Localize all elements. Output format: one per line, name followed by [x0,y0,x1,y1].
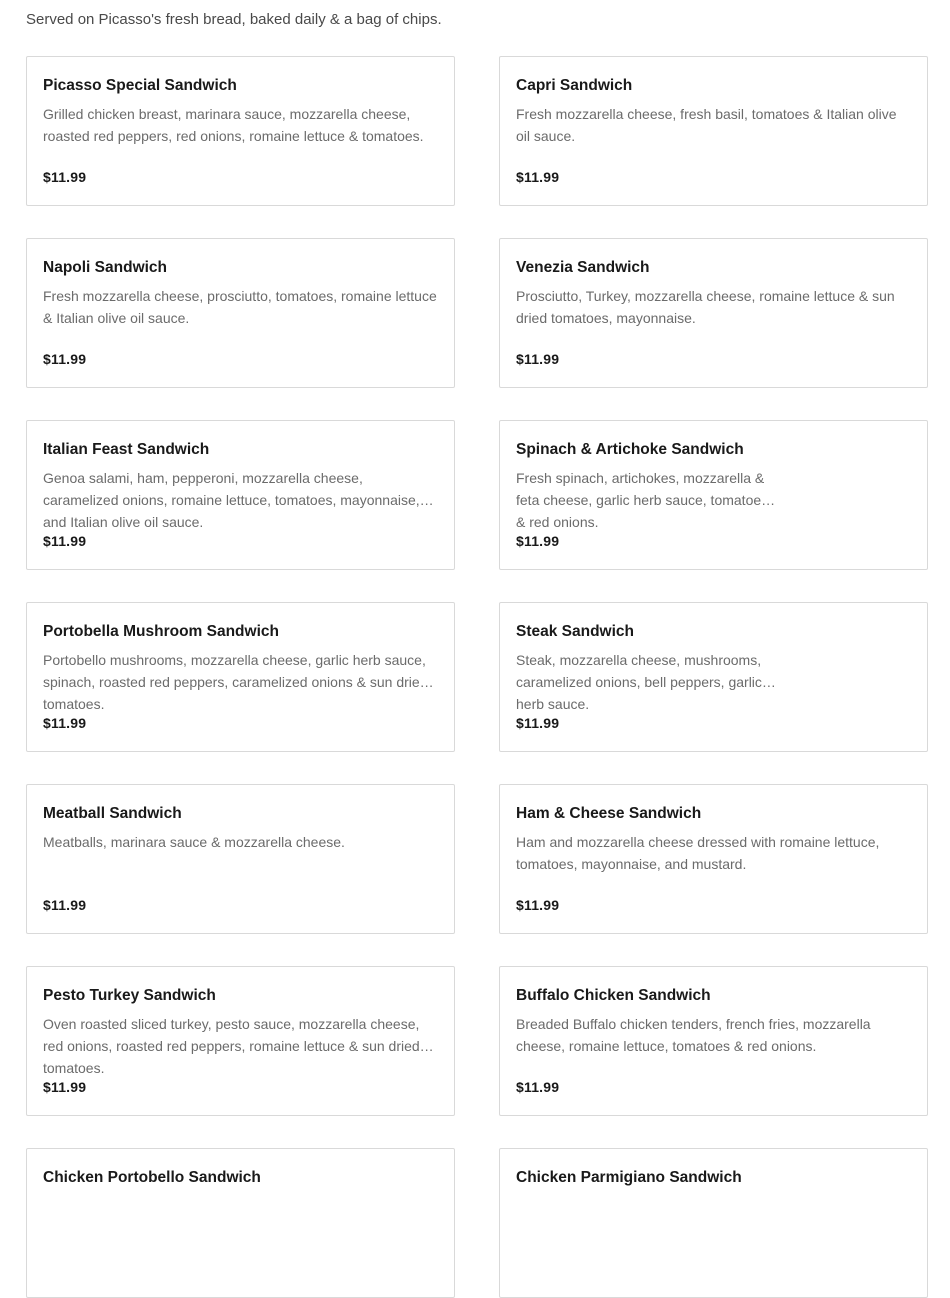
menu-item-name: Ham & Cheese Sandwich [516,805,702,822]
menu-item-price: $11.99 [516,1079,560,1095]
menu-item-card[interactable] [26,420,455,570]
menu-item-name: Spinach & Artichoke Sandwich [516,441,744,458]
menu-items-grid [26,56,928,1298]
menu-item-price: $11.99 [43,1079,87,1095]
menu-item-card[interactable] [499,420,928,570]
menu-item-card[interactable] [26,966,455,1116]
menu-item-name: Chicken Parmigiano Sandwich [516,1169,742,1186]
menu-item-name: Meatball Sandwich [43,805,182,822]
menu-item-description: Prosciutto, Turkey, mozzarella cheese, romaine lettuce & sun dried tomatoes, mayonnaise. [516,288,895,326]
menu-item-name: Napoli Sandwich [43,259,168,276]
menu-item-name: Chicken Portobello Sandwich [43,1169,261,1186]
menu-item-card[interactable] [499,238,928,388]
menu-item-price: $11.99 [43,351,87,367]
menu-item-card[interactable] [499,56,928,206]
menu-item-name: Pesto Turkey Sandwich [43,987,216,1004]
menu-item-name: Venezia Sandwich [516,259,650,276]
menu-item-description: Fresh mozzarella cheese, prosciutto, tomatoes, romaine lettuce & Italian olive oil sauce. [43,288,437,326]
menu-item-description: Fresh mozzarella cheese, fresh basil, tomatoes & Italian olive oil sauce. [516,106,897,144]
menu-item-description: Grilled chicken breast, marinara sauce, mozzarella cheese, roasted red peppers, red onions, romaine lettuce & tomatoes. [43,106,424,144]
menu-item-name: Buffalo Chicken Sandwich [516,987,711,1004]
menu-item-card[interactable] [499,1148,928,1298]
menu-item-name: Steak Sandwich [516,623,635,640]
menu-item-description: Steak, mozzarella cheese, mushrooms, caramelized onions, bell peppers, garlic herb sauce. [516,652,762,712]
menu-item-price: $11.99 [43,897,87,913]
menu-item-card[interactable] [26,56,455,206]
menu-item-name: Picasso Special Sandwich [43,77,237,94]
menu-item-name: Portobella Mushroom Sandwich [43,623,279,640]
menu-item-description: Portobello mushrooms, mozzarella cheese, garlic herb sauce, spinach, roasted red peppers, caramelized onions & sun dried tomatoes. [43,652,428,712]
menu-item-description: Ham and mozzarella cheese dressed with romaine lettuce, tomatoes, mayonnaise, and mustard. [516,834,880,872]
menu-item-price: $11.99 [43,169,87,185]
section-description: Served on Picasso's fresh bread, baked daily & a bag of chips. [26,11,442,28]
menu-item-price: $11.99 [516,533,560,549]
menu-item-price: $11.99 [43,715,87,731]
menu-item-price: $11.99 [516,169,560,185]
menu-item-price: $11.99 [516,351,560,367]
menu-item-card[interactable] [499,602,928,752]
menu-item-card[interactable] [26,238,455,388]
menu-item-name: Italian Feast Sandwich [43,441,210,458]
menu-item-description: Breaded Buffalo chicken tenders, french fries, mozzarella cheese, romaine lettuce, tomatoes & red onions. [516,1016,871,1054]
menu-item-description: Fresh spinach, artichokes, mozzarella & feta cheese, garlic herb sauce, tomatoes & red onions. [516,470,769,530]
menu-item-card[interactable] [26,602,455,752]
menu-item-description: Genoa salami, ham, pepperoni, mozzarella cheese, caramelized onions, romaine lettuce, tomatoes, mayonnaise, and Italian olive oil sauce. [43,470,420,530]
menu-item-price: $11.99 [43,533,87,549]
menu-item-card[interactable] [499,966,928,1116]
menu-item-card[interactable] [26,784,455,934]
menu-item-card[interactable] [26,1148,455,1298]
menu-item-description: Meatballs, marinara sauce & mozzarella cheese. [43,834,345,850]
menu-item-name: Capri Sandwich [516,77,633,94]
menu-item-price: $11.99 [516,715,560,731]
menu-item-description: Oven roasted sliced turkey, pesto sauce, mozzarella cheese, red onions, roasted red peppers, romaine lettuce & sun dried tomatoes. [43,1016,420,1076]
menu-item-card[interactable] [499,784,928,934]
menu-item-price: $11.99 [516,897,560,913]
